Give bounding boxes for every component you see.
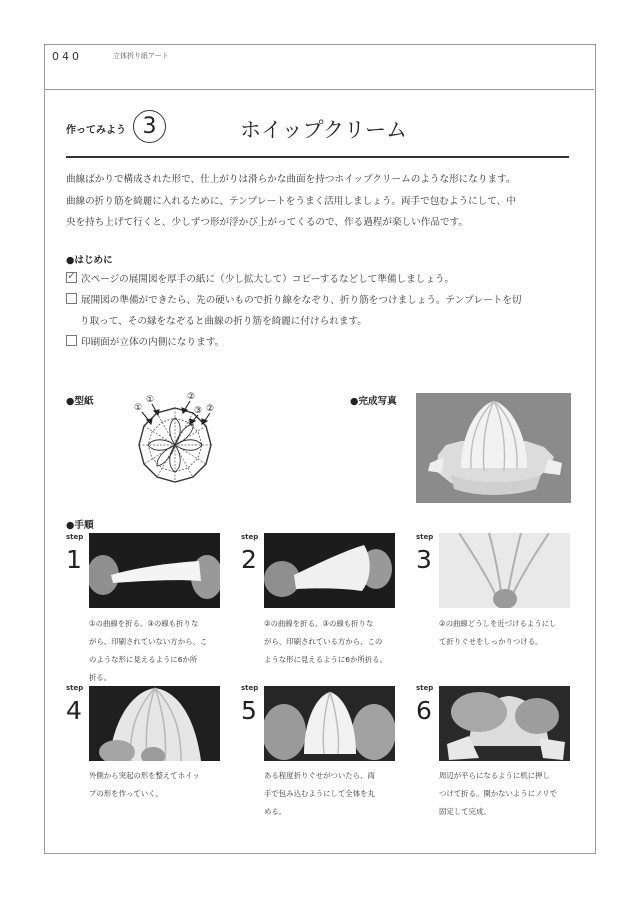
step-number: 1 (66, 545, 82, 574)
checklist-item (66, 334, 224, 348)
checkbox-checked-icon[interactable] (66, 272, 77, 283)
step-3-photo (439, 533, 570, 608)
step-caption (264, 767, 375, 821)
caption-line: ある程度折りぐせがついたら、両 (264, 771, 375, 780)
crease-pattern-diagram (120, 390, 230, 500)
project-number: 3 (133, 110, 166, 143)
book-title: 立体折り紙アート (113, 52, 169, 60)
step-caption (264, 615, 387, 669)
intro-section-label: ●はじめに (66, 255, 113, 266)
finished-photo-label: ●完成写真 (350, 396, 397, 407)
caption-line: 手で包み込むようにして全体を丸 (264, 789, 375, 798)
pattern-mark-label: ① (146, 395, 155, 405)
step-label: step (416, 533, 434, 541)
checklist-text: 次ページの展開図を厚手の紙に（少し拡大して）コピーするなどして準備しましょう。 (81, 274, 455, 285)
checklist-item (66, 271, 454, 285)
caption-line: て折りぐせをしっかりつける。 (439, 637, 543, 646)
caption-line: ②の曲線どうしを近づけるようにし (439, 619, 557, 628)
checklist-item (66, 292, 521, 306)
step-number: 4 (66, 696, 82, 725)
intro-paragraph (66, 169, 576, 234)
caption-line: がら、印刷されていない方から、こ (89, 637, 208, 646)
pattern-mark-label: ③ (194, 406, 203, 416)
caption-line: つけて折る。開かないようにノリで (439, 789, 557, 798)
step-4-photo (89, 686, 220, 761)
step-caption (439, 767, 557, 821)
step-label: step (241, 684, 259, 692)
caption-line: 外側から突起の形を整えてホイッ (89, 771, 200, 780)
intro-line: 央を持ち上げて行くと、少しずつ形が浮かび上がってくるので、作る過程が楽しい作品です。 (66, 217, 468, 228)
step-label: step (66, 684, 84, 692)
step-number: 6 (416, 696, 432, 725)
procedure-label: ●手順 (66, 520, 94, 531)
step-caption (89, 767, 200, 803)
caption-line: 固定して完成。 (439, 807, 491, 816)
step-1-photo (89, 533, 220, 608)
title-rule (66, 156, 569, 158)
caption-line: 周辺が平らになるように机に押し (439, 771, 550, 780)
step-5-photo (264, 686, 395, 761)
checklist-text: 印刷面が立体の内側になります。 (81, 337, 225, 348)
step-label: step (416, 684, 434, 692)
step-number: 5 (241, 696, 257, 725)
caption-line: ような形に見えるように6か所折る。 (264, 655, 387, 664)
pattern-mark-label: ① (134, 403, 143, 413)
caption-line: ①の曲線を折る。③の線も折りな (89, 619, 199, 628)
pattern-mark-label: ② (187, 392, 196, 402)
caption-line: ②の曲線を折る。③の線も折りな (264, 619, 374, 628)
page-number: 040 (52, 50, 82, 63)
step-label: step (66, 533, 84, 541)
checkbox-icon[interactable] (66, 293, 77, 304)
step-2-photo (264, 533, 395, 608)
caption-line: 折る。 (89, 673, 112, 682)
pattern-mark-label: ② (206, 404, 215, 414)
try-label: 作ってみよう (66, 125, 126, 136)
step-number: 2 (241, 545, 257, 574)
intro-line: 曲線ばかりで構成された形で、仕上がりは滑らかな曲面を持つホイップクリームのような形になります。 (66, 174, 516, 185)
caption-line: のような形に見えるように6か所 (89, 655, 198, 664)
step-6-photo (439, 686, 570, 761)
caption-line: プの形を作っていく。 (89, 789, 163, 798)
pattern-label: ●型紙 (66, 396, 94, 407)
caption-line: がら、印刷されている方から、この (264, 637, 383, 646)
checklist-text: 展開図の準備ができたら、先の硬いもので折り線をなぞり、折り筋をつけましょう。テンプレートを切 (81, 295, 522, 306)
step-caption (89, 615, 207, 687)
checklist-text-continued: り取って、その縁をなぞると曲線の折り筋を綺麗に付けられます。 (80, 316, 367, 327)
page-title: ホイップクリーム (240, 118, 407, 142)
checkbox-icon[interactable] (66, 335, 77, 346)
step-number: 3 (416, 545, 432, 574)
finished-photo (416, 393, 571, 503)
intro-line: 曲線の折り筋を綺麗に入れるために、テンプレートをうまく活用しましょう。両手で包むようにして、中 (66, 195, 516, 207)
step-caption (439, 615, 557, 651)
step-label: step (241, 533, 259, 541)
caption-line: める。 (264, 807, 287, 816)
